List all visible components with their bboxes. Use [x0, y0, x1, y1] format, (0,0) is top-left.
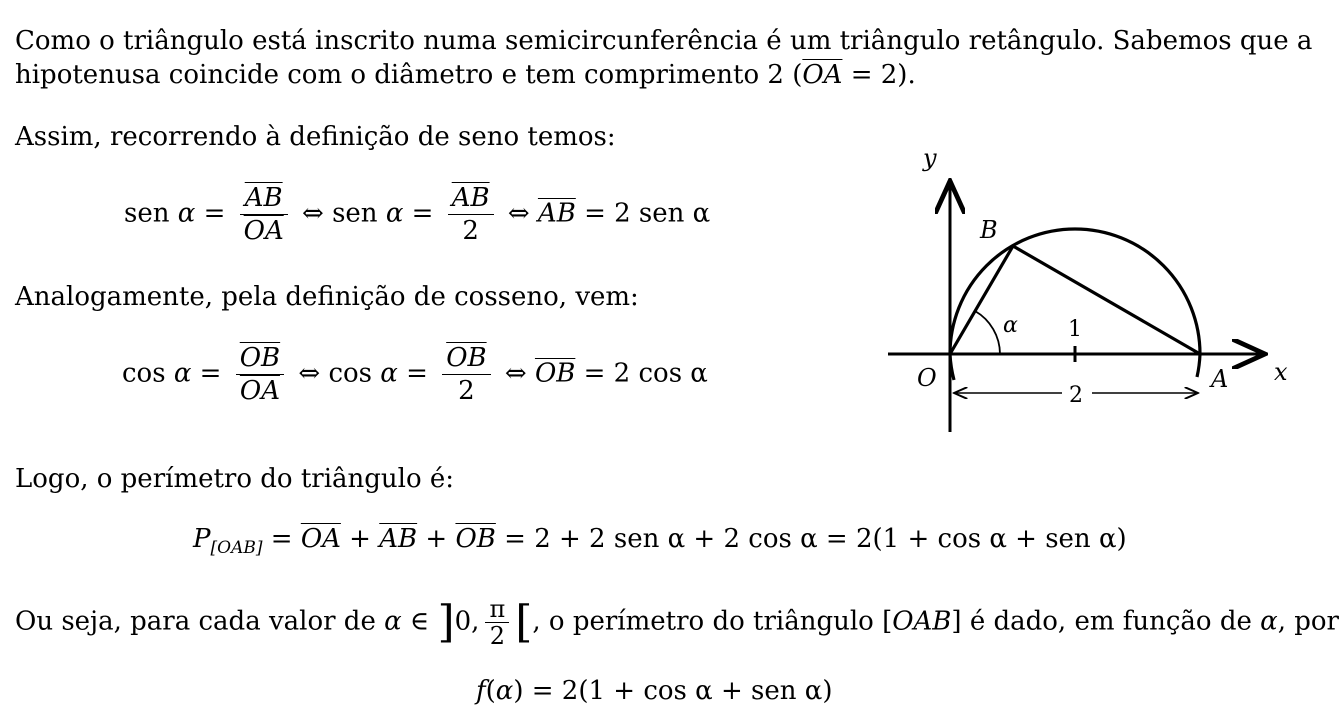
- label-y: y: [923, 144, 937, 172]
- angle-alpha-arc: [975, 311, 1000, 354]
- lower-arc-stub-right: [1197, 354, 1200, 377]
- label-B: B: [980, 216, 998, 244]
- final-equation: f(α) = 2(1 + cos α + sen α): [476, 676, 833, 706]
- paragraph-1-line-2: hipotenusa coincide com o diâmetro e tem comprimento 2 $(\overline{OA} = 2)$.: [15, 60, 916, 90]
- label-two: 2: [1069, 383, 1083, 408]
- label-O: O: [917, 364, 937, 392]
- label-one: 1: [1068, 317, 1082, 342]
- segment-BA: [1013, 246, 1200, 354]
- paragraph-2: Assim, recorrendo à definição de seno temos:: [15, 122, 616, 152]
- paragraph-1-line-1: Como o triângulo está inscrito numa semicircunferência é um triângulo retângulo. Sabemos que a: [15, 26, 1313, 56]
- label-alpha: α: [1003, 313, 1018, 338]
- sine-equation: sen α = $\frac{\overline{AB}}{OA}$ ⇔ sen α = $\frac{\overline{AB}}{2}$ ⇔ $\overline{AB} = 2$ sen α: [124, 183, 711, 246]
- perimeter-equation: $P_{[OAB]} = \overline{OA} + \overline{AB} + \overline{OB} = 2 + 2$ sen α + 2 cos α = 2(1 + cos α + sen α): [193, 524, 1127, 559]
- paragraph-3: Analogamente, pela definição de cosseno, vem:: [15, 282, 639, 312]
- cosine-equation: cos α = $\frac{\overline{OB}}{OA}$ ⇔ cos α = $\frac{\overline{OB}}{2}$ ⇔ $\overline{OB} = 2$ cos α: [122, 343, 708, 406]
- paragraph-5: Ou seja, para cada valor de α ∈ ]0, $\frac{\pi}{2}$ [, o perímetro do triângulo [OAB] é dado, em função de α, por: [15, 595, 1339, 650]
- semicircle-figure: [880, 140, 1300, 440]
- label-A: A: [1211, 365, 1229, 393]
- label-x: x: [1274, 358, 1288, 386]
- paragraph-4: Logo, o perímetro do triângulo é:: [15, 464, 455, 494]
